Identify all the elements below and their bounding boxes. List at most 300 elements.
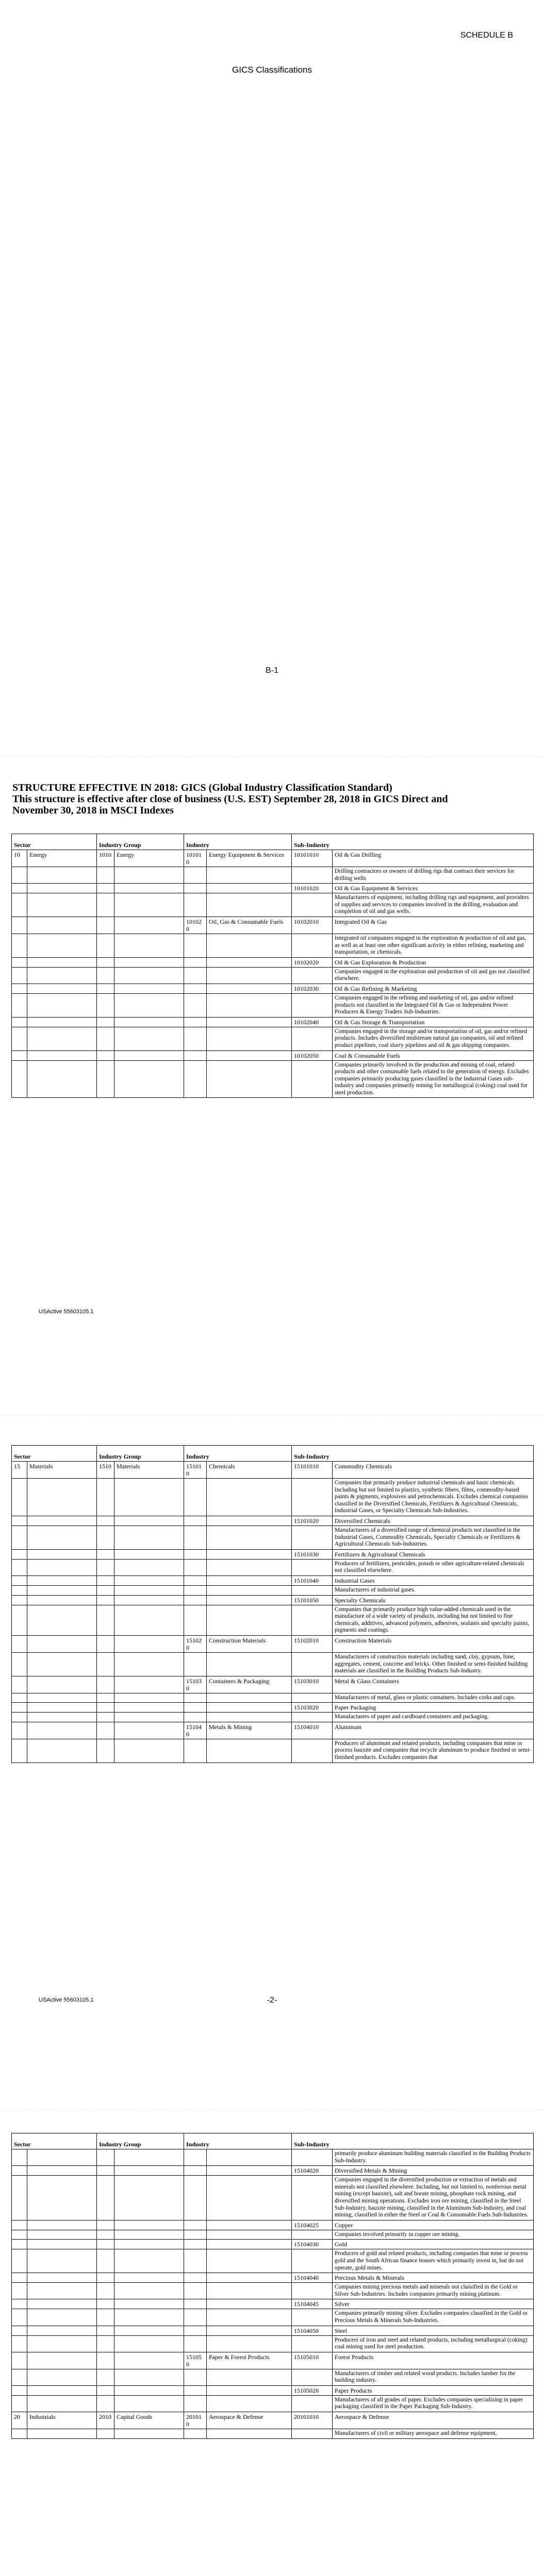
cell-ic [184,984,207,993]
cell-sn [27,2429,97,2439]
table-row [12,850,534,867]
table-row [12,2385,534,2395]
cell-sbc: 15104025 [292,2220,333,2230]
cell-sn [27,2395,97,2412]
cell-sn [27,1050,97,1060]
cell-sc [12,1676,27,1693]
cell-sn [27,1635,97,1652]
cell-sbn: Oil & Gas Equipment & Services [333,884,534,893]
cell-in [207,867,292,884]
cell-sbc [292,2335,333,2352]
cell-sbc: 15104040 [292,2273,333,2283]
cell-gc [97,2230,114,2240]
cell-sbn: Aluminum [333,1722,534,1739]
table-row [12,1462,534,1479]
cell-sbc: 15105010 [292,2352,333,2369]
cell-gc [97,1635,114,1652]
cell-gc [97,1722,114,1739]
cell-sn [27,934,97,957]
cell-gc [97,2326,114,2335]
cell-sn [27,917,97,934]
cell-sc [12,1559,27,1575]
cell-sbn: Manufacturers of construction materials including sand, clay, gypsum, lime, aggregates, cement, concrete and bricks. Other finished or semi-finished building materials are classified in the Building Products Sub-Industry. [333,1652,534,1676]
header-industry-group: Industry Group [97,834,184,850]
cell-sbn: Integrated oil companies engaged in the exploration & production of oil and gas, as well as at least one other significant activity in either refining, marketing and transportation, or chemicals. [333,934,534,957]
cell-sbn: Manufacturers of metal, glass or plastic containers. Includes corks and caps. [333,1693,534,1703]
cell-gc [97,1060,114,1098]
cell-ic [184,1575,207,1585]
cell-gc [97,2369,114,2385]
cell-in [207,1703,292,1713]
cell-sn [27,1526,97,1549]
cell-sc [12,1516,27,1526]
cell-sn [27,984,97,993]
cell-ic [184,1739,207,1762]
cell-ic [184,2240,207,2249]
cell-sbc [292,1693,333,1703]
cell-sbc: 15103020 [292,1703,333,1713]
cell-sc [12,2429,27,2439]
cell-in [207,2395,292,2412]
table-row [12,2412,534,2429]
cell-in [207,2283,292,2299]
cell-sn [27,1479,97,1516]
cell-gn [114,884,184,893]
cell-sbn: Drilling contractors or owners of drilling rigs that contract their services for drilling wells [333,867,534,884]
cell-gn [114,1027,184,1050]
cell-ic [184,2220,207,2230]
cell-sn [27,993,97,1017]
cell-sn [27,2309,97,2326]
cell-sbn: Construction Materials [333,1635,534,1652]
table-row [12,917,534,934]
cell-ic [184,1585,207,1595]
cell-ic [184,893,207,917]
cell-gn [114,2369,184,2385]
cell-sn: Energy [27,850,97,867]
cell-gn [114,957,184,967]
cell-sn [27,1652,97,1676]
cell-in [207,893,292,917]
cell-ic [184,1595,207,1605]
cell-in: Metals & Mining [207,1722,292,1739]
cell-in [207,1713,292,1722]
header-industry: Industry [184,2133,292,2149]
cell-sc [12,1595,27,1605]
cell-gn [114,2395,184,2412]
cell-gn [114,2429,184,2439]
cell-in [207,1060,292,1098]
cell-gn [114,2273,184,2283]
cell-gn [114,1516,184,1526]
cell-sbc [292,1526,333,1549]
cell-in [207,2249,292,2273]
cell-gn: Energy [114,850,184,867]
cell-ic [184,2369,207,2385]
cell-in [207,2149,292,2166]
table-row [12,1050,534,1060]
cell-ic [184,967,207,984]
cell-gc [97,1027,114,1050]
cell-gc [97,2176,114,2221]
cell-sbn: Companies that primarily produce high value-added chemicals used in the manufacture of a wide variety of products, including but not limited to fine chemicals, additives, advanced polymers, adhesives, sealants and specialty paints, pigments and coatings. [333,1605,534,1635]
cell-gc [97,2273,114,2283]
cell-sc [12,993,27,1017]
header-sub-industry: Sub-Industry [292,834,534,850]
cell-ic [184,1050,207,1060]
cell-gn [114,2149,184,2166]
cell-gn [114,1050,184,1060]
table-row [12,2273,534,2283]
cell-sbn: Paper Products [333,2385,534,2395]
cell-sbc: 20101010 [292,2412,333,2429]
gics-table-page-2 [11,834,534,1098]
cell-sn [27,1549,97,1559]
cell-sc [12,2273,27,2283]
cell-sbn: Producers of fertilizers, pesticides, potash or other agriculture-related chemicals not classified elsewhere. [333,1559,534,1575]
cell-ic: 151040 [184,1722,207,1739]
cell-sbn: Forest Products [333,2352,534,2369]
cell-ic [184,1703,207,1713]
cell-sn [27,2335,97,2352]
table-row [12,2220,534,2230]
cell-gc [97,2166,114,2176]
cell-sbc: 10102010 [292,917,333,934]
cell-gn [114,1559,184,1575]
table-row [12,2149,534,2166]
cell-gn [114,2220,184,2230]
table-row [12,2283,534,2299]
cell-sn [27,2249,97,2273]
cell-sn [27,1605,97,1635]
cell-ic [184,2385,207,2395]
cell-sc [12,2240,27,2249]
cell-gn [114,2283,184,2299]
cell-ic [184,1060,207,1098]
cell-ic [184,2299,207,2309]
table-row [12,957,534,967]
cell-sc [12,1713,27,1722]
cell-sbc [292,934,333,957]
cell-in [207,2299,292,2309]
table-header-row [12,834,534,850]
cell-ic [184,2309,207,2326]
cell-in [207,1559,292,1575]
cell-gc [97,1017,114,1027]
cell-gc [97,1739,114,1762]
cell-sbc: 15103010 [292,1676,333,1693]
cell-sc [12,2335,27,2352]
cell-gn [114,984,184,993]
header-industry: Industry [184,834,292,850]
cell-sbn: Oil & Gas Drilling [333,850,534,867]
cell-sbn: Producers of aluminum and related products, including companies that mine or process bauxite and companies that recycle aluminum to produce finished or semi-finished products. Excludes companies that [333,1739,534,1762]
cell-in [207,1017,292,1027]
cell-sc [12,2149,27,2166]
cell-sn [27,2240,97,2249]
cell-ic [184,1549,207,1559]
cell-sbc [292,893,333,917]
cell-sn [27,1585,97,1595]
cell-sc [12,1739,27,1762]
schedule-label: SCHEDULE B [460,31,513,40]
cell-gc [97,1703,114,1713]
cell-ic [184,993,207,1017]
cell-ic [184,2273,207,2283]
page-number-2: -2- [267,1996,277,2005]
cell-sbc: 10102030 [292,984,333,993]
table-row [12,1722,534,1739]
cell-gn [114,1526,184,1549]
cell-sbn: Companies involved primarily in copper ore mining. [333,2230,534,2240]
cell-sbn: Diversified Metals & Mining [333,2166,534,2176]
cell-ic [184,1027,207,1050]
cell-gn [114,1722,184,1739]
cell-sbc [292,1739,333,1762]
cell-sc [12,1479,27,1516]
cell-sbn: Companies engaged in the refining and marketing of oil, gas and/or refined products not classified in the Integrated Oil & Gas or Independent Power Producers & Energy Traders Sub-Industries. [333,993,534,1017]
cell-in: Aerospace & Defense [207,2412,292,2429]
cell-sbn: Specialty Chemicals [333,1595,534,1605]
cell-ic: 101020 [184,917,207,934]
table-row [12,2166,534,2176]
table-row [12,993,534,1017]
table-row [12,1585,534,1595]
cell-sn [27,957,97,967]
cell-gc [97,1676,114,1693]
cell-in [207,2429,292,2439]
cell-gc [97,1549,114,1559]
cell-sbc [292,2230,333,2240]
cell-gn [114,2230,184,2240]
cell-gn [114,1479,184,1516]
cell-sbc: 10101010 [292,850,333,867]
cell-sbc [292,1479,333,1516]
cell-sn [27,1575,97,1585]
heading-line-3: November 30, 2018 in MSCI Indexes [12,805,174,816]
table-row [12,1559,534,1575]
cell-sn [27,2352,97,2369]
cell-sbn: Manufacturers of timber and related wood products. Includes lumber for the building industry. [333,2369,534,2385]
cell-gn [114,2240,184,2249]
cell-gn [114,2352,184,2369]
cell-gc [97,917,114,934]
cell-sn [27,2220,97,2230]
cell-ic [184,2166,207,2176]
cell-sn [27,2283,97,2299]
header-sector: Sector [12,834,97,850]
cell-in [207,934,292,957]
cell-in [207,2240,292,2249]
cell-ic [184,934,207,957]
cell-in [207,1595,292,1605]
cell-sbn: Oil & Gas Storage & Transportation [333,1017,534,1027]
cell-sbc: 10101020 [292,884,333,893]
table-row [12,1676,534,1693]
cell-sbc: 10102040 [292,1017,333,1027]
cell-gn [114,967,184,984]
cell-ic [184,2326,207,2335]
cell-sbc: 15104050 [292,2326,333,2335]
cell-sc [12,1575,27,1585]
cell-gn [114,1703,184,1713]
table-row [12,1595,534,1605]
cell-sc [12,2249,27,2273]
cell-gc [97,884,114,893]
cell-gn [114,2299,184,2309]
cell-gc [97,867,114,884]
cell-in [207,1605,292,1635]
cell-gn [114,1605,184,1635]
cell-sn [27,1516,97,1526]
table-row [12,893,534,917]
table-row [12,1549,534,1559]
cell-sbn: Steel [333,2326,534,2335]
cell-in [207,1516,292,1526]
table-row [12,984,534,993]
cell-sbn: Manufacturers of paper and cardboard containers and packaging. [333,1713,534,1722]
table-row [12,1605,534,1635]
cell-sbc [292,2369,333,2385]
cell-gn [114,993,184,1017]
cell-ic [184,1713,207,1722]
table-row [12,2326,534,2335]
cell-ic [184,2249,207,2273]
cell-in [207,2273,292,2283]
table-row [12,1017,534,1027]
cell-sbc [292,2149,333,2166]
table-row [12,2309,534,2326]
cell-sn [27,1693,97,1703]
cell-gc [97,2395,114,2412]
cell-gc [97,1652,114,1676]
cell-in [207,2220,292,2230]
cell-sbn: Aerospace & Defense [333,2412,534,2429]
cell-in [207,1479,292,1516]
cell-ic [184,2395,207,2412]
cell-gc [97,2385,114,2395]
cell-in [207,1050,292,1060]
cell-sn [27,1722,97,1739]
cell-sbn: Coal & Consumable Fuels [333,1050,534,1060]
cell-sbn: Manufacturers of equipment, including drilling rigs and equipment, and providers of supplies and services to companies involved in the drilling, evaluation and completion of oil and gas wells. [333,893,534,917]
cell-sn [27,2166,97,2176]
cell-gn [114,2176,184,2221]
cell-sn: Industrials [27,2412,97,2429]
header-sub-industry: Sub-Industry [292,1446,534,1462]
cell-sn [27,2385,97,2395]
table-row [12,2230,534,2240]
cell-gc [97,2352,114,2369]
cell-gc: 2010 [97,2412,114,2429]
cell-sc [12,957,27,967]
cell-gc [97,2429,114,2439]
cell-sc [12,1605,27,1635]
cell-sbc: 15101010 [292,1462,333,1479]
cell-sbc [292,1060,333,1098]
cell-gc [97,2283,114,2299]
cell-gc [97,2220,114,2230]
cell-sbc: 15101040 [292,1575,333,1585]
cell-sbc: 15101020 [292,1516,333,1526]
cell-sc [12,1060,27,1098]
cell-gc [97,993,114,1017]
cell-sbn: Producers of iron and steel and related products, including metallurgical (coking) coal mining used for steel production. [333,2335,534,2352]
cell-sbc: 10102050 [292,1050,333,1060]
cell-gn [114,2309,184,2326]
cell-sn [27,967,97,984]
doc-id-footer: USActive 55603105.1 [39,1997,94,2003]
cell-sc [12,1693,27,1703]
cell-sn [27,2326,97,2335]
cell-sbc [292,1713,333,1722]
cell-ic: 101010 [184,850,207,867]
cell-gc [97,1526,114,1549]
cell-sc [12,967,27,984]
cell-sc [12,1526,27,1549]
cell-sbn: Companies primarily involved in the production and mining of coal, related products and other consumable fuels related to the generation of energy. Excludes companies primarily producing gases classified in the Industrial Gases sub-industry and companies primarily mining for metallurgical (coking) coal used for steel production. [333,1060,534,1098]
cell-sbn: Companies that primarily produce industrial chemicals and basic chemicals. Including but not limited to plastics, synthetic fibers, films, commodity-based paints & pigments, explosives and petrochemicals. Excludes chemical companies classified in the Diversified Chemicals, Fertilizers & Agricultural Chemicals, Industrial Gases, or Specialty Chemicals Sub-Industries. [333,1479,534,1516]
cell-sn [27,1739,97,1762]
cell-sbc: 15104030 [292,2240,333,2249]
cell-sbn: Precious Metals & Minerals [333,2273,534,2283]
cell-gn [114,1585,184,1595]
cell-gc [97,1479,114,1516]
header-sector: Sector [12,1446,97,1462]
cell-gc [97,1559,114,1575]
table-row [12,2299,534,2309]
cell-in [207,2309,292,2326]
cell-ic [184,1017,207,1027]
cell-gc [97,1516,114,1526]
cell-gc [97,2149,114,2166]
cell-sn [27,2299,97,2309]
table-row [12,1575,534,1585]
cell-in [207,1575,292,1585]
header-industry-group: Industry Group [97,1446,184,1462]
cell-sbn: Companies engaged in the diversified production or extraction of metals and minerals not classified elsewhere. Including, but not limited to, nonferrous metal mining (except bauxite), salt and borate mining, phosphate rock mining, and diversified mining operations. Excludes iron ore mining, classified in the Steel Sub-Industry, bauxite mining, classified in the Aluminum Sub-Industry, and coal mining, classified in either the Steel or Coal & Consumable Fuels Sub-Industries. [333,2176,534,2221]
cell-gn: Capital Goods [114,2412,184,2429]
cell-ic [184,2230,207,2240]
cell-sbc: 15104045 [292,2299,333,2309]
table-row [12,1635,534,1652]
header-industry: Industry [184,1446,292,1462]
gics-table-page-4 [11,2133,534,2439]
cell-sbn: Companies primarily mining silver. Excludes companies classified in the Gold or Precious Metals & Minerals Sub-Industries. [333,2309,534,2326]
cell-sbn: Manufacturers of all grades of paper. Excludes companies specializing in paper packaging classified in the Paper Packaging Sub-Industry. [333,2395,534,2412]
cell-sbn: Companies mining precious metals and minerals not classified in the Gold or Silver Sub-Industries. Includes companies primarily mining platinum. [333,2283,534,2299]
cell-sbc [292,2176,333,2221]
cell-sc [12,1722,27,1739]
cell-sc [12,1585,27,1595]
cell-sc: 10 [12,850,27,867]
cell-gc [97,1050,114,1060]
cell-in: Construction Materials [207,1635,292,1652]
cell-sbc [292,1652,333,1676]
cell-gc [97,1585,114,1595]
cell-sbc [292,867,333,884]
doc-id-footer: USActive 55603105.1 [39,1309,94,1315]
cell-sbn: Silver [333,2299,534,2309]
cell-sc [12,2299,27,2309]
cell-sn [27,1060,97,1098]
cell-in [207,1526,292,1549]
cell-in [207,967,292,984]
cell-sc [12,2326,27,2335]
cell-sc [12,1635,27,1652]
cell-ic [184,1693,207,1703]
cell-in: Oil, Gas & Consumable Fuels [207,917,292,934]
